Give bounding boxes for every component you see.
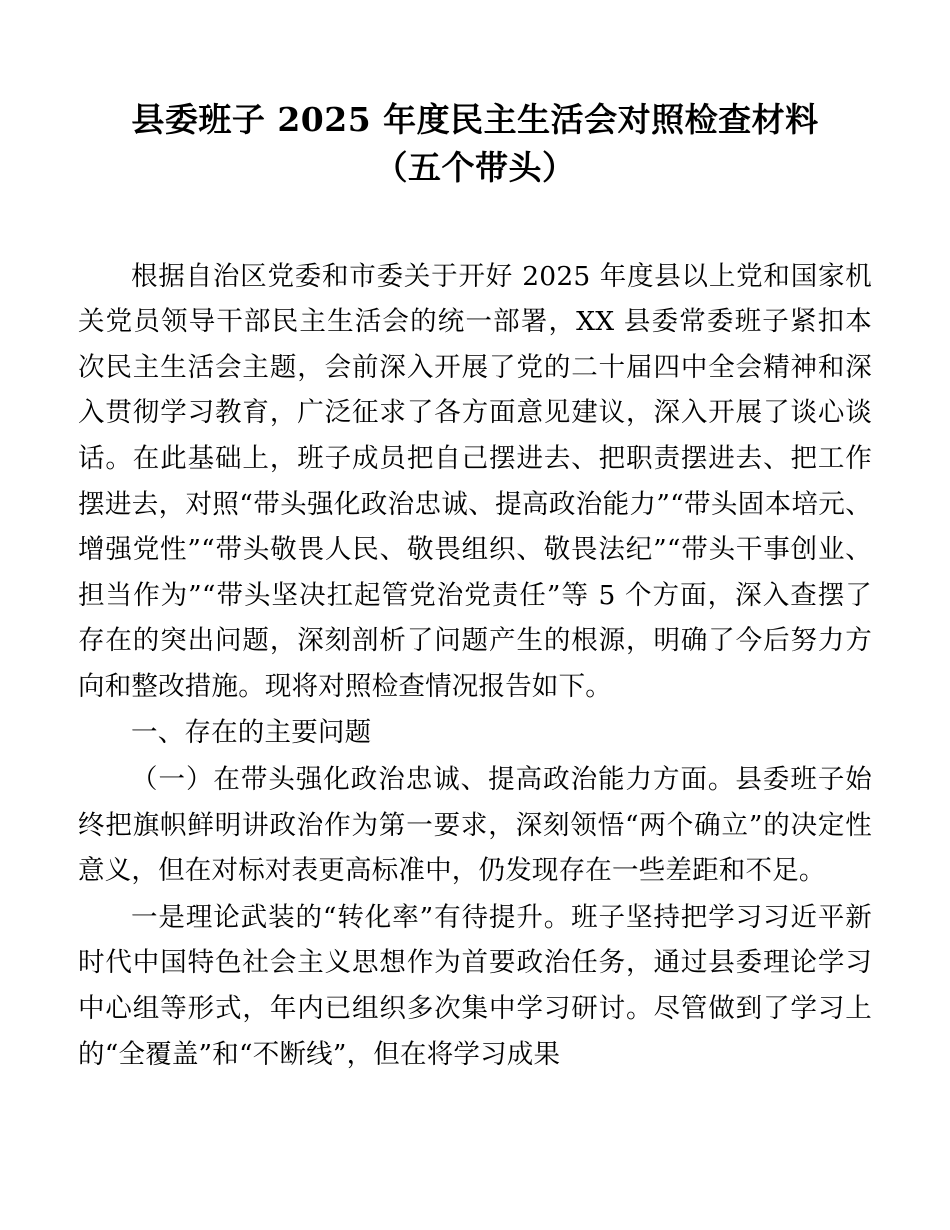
paragraph-point-1: 一是理论武装的“转化率”有待提升。班子坚持把学习习近平新时代中国特色社会主义思想作为首要政治任务，通过县委理论学习中心组等形式，年内已组织多次集中学习研讨。尽管做到了学习上的“全覆盖”和“不断线”，但在将学习成果	[78, 901, 872, 1070]
page-title	[78, 96, 872, 192]
paragraph-section-heading-1: 一、存在的主要问题	[131, 717, 372, 749]
paragraph-intro: 根据自治区党委和市委关于开好 2025 年度县以上党和国家机关党员领导干部民主生活会的统一部署，XX 县委常委班子紧扣本次民主生活会主题，会前深入开展了党的二十届四中全会精神和深入贯彻学习教育，广泛征求了各方面意见建议，深入开展了谈心谈话。在此基础上，班子成员把自己摆进去、把职责摆进去、把工作摆进去，对照“带头强化政治忠诚、提高政治能力”“带头固本培元、增强党性”“带头敬畏人民、敬畏组织、敬畏法纪”“带头干事创业、担当作为”“带头坚决扛起管党治党责任”等 5 个方面，深入查摆了存在的突出问题，深刻剖析了问题产生的根源，明确了今后努力方向和整改措施。现将对照检查情况报告如下。	[78, 260, 872, 702]
paragraph-subsection-1: （一）在带头强化政治忠诚、提高政治能力方面。县委班子始终把旗帜鲜明讲政治作为第一要求，深刻领悟“两个确立”的决定性意义，但在对标对表更高标准中，仍发现存在一些差距和不足。	[78, 764, 872, 887]
page-title-line-1: 县委班子 2025 年度民主生活会对照检查材料	[131, 100, 819, 139]
page-title-line-2: （五个带头）	[374, 147, 576, 187]
title-spacer	[78, 192, 872, 254]
document-body	[78, 254, 872, 1077]
